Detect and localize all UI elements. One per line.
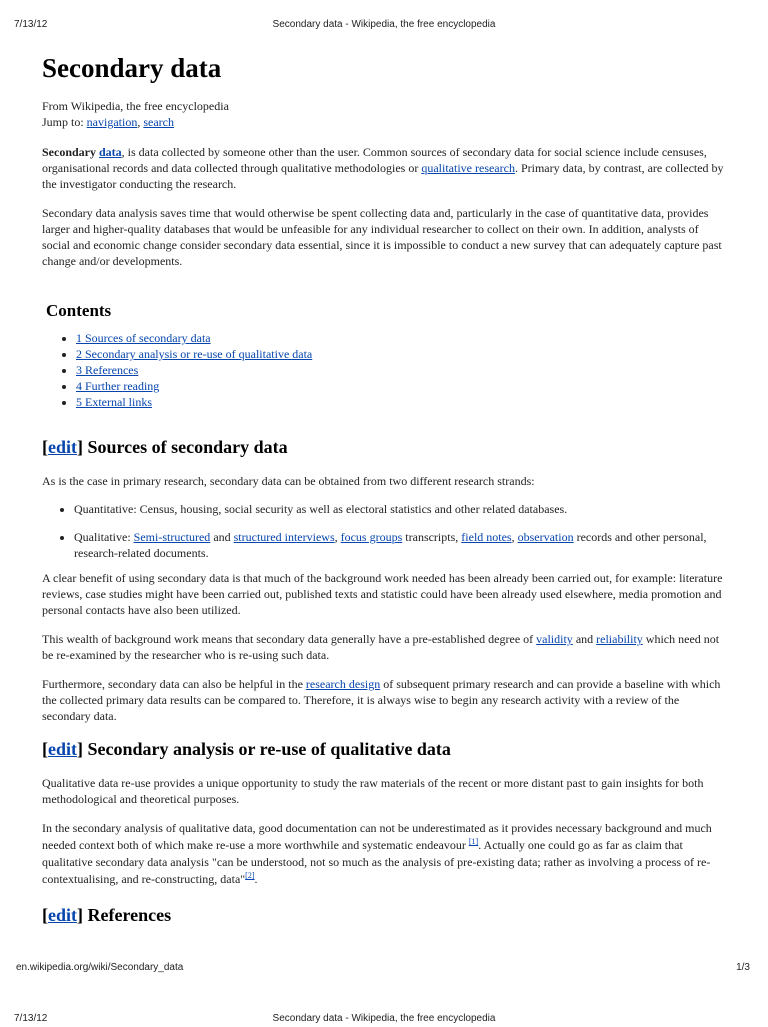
page-title: Secondary data	[42, 53, 222, 83]
toc-item	[76, 378, 727, 394]
toc-link-references[interactable]: 3 References	[76, 363, 139, 377]
intro-text-2: . Primary data, by contrast, are collected by the investigator conducting the research.	[42, 161, 724, 191]
structured-interviews-link[interactable]: structured interviews	[233, 530, 335, 544]
validity-link[interactable]: validity	[536, 632, 573, 646]
edit-link-secondary-analysis[interactable]: edit	[48, 739, 77, 759]
reliability-link[interactable]: reliability	[596, 632, 643, 646]
section-heading-secondary-analysis: [edit] Secondary analysis or re-use of qualitative data	[42, 739, 451, 759]
qualitative-reuse-paragraph: Qualitative data re-use provides a unique opportunity to study the raw materials of the recent or more distant past to gain insights for both methodological and theoretical purposes.	[42, 776, 704, 806]
toc-item	[76, 346, 727, 362]
toc-link-external-links[interactable]: 5 External links	[76, 395, 152, 409]
edit-link-references[interactable]: edit	[48, 905, 77, 925]
print-date-next: 7/13/12	[14, 1013, 48, 1024]
data-link[interactable]: data	[99, 145, 122, 159]
section-heading-references: [edit] References	[42, 905, 172, 925]
qualitative-suffix: records and other personal, research-related documents.	[74, 530, 707, 560]
intro-bold: Secondary	[42, 145, 96, 159]
print-header	[0, 19, 768, 33]
print-title: Secondary data - Wikipedia, the free encyclopedia	[272, 19, 496, 30]
toc-item	[76, 362, 727, 378]
print-title-next: Secondary data - Wikipedia, the free encyclopedia	[272, 1013, 496, 1024]
toc-list	[46, 330, 727, 410]
ref-2-link[interactable]: [2]	[245, 871, 255, 880]
documentation-paragraph	[42, 820, 727, 888]
print-footer	[0, 962, 768, 976]
doc-text-3: .	[254, 872, 258, 886]
list-item-quantitative: • Quantitative: Census, housing, social security as well as electoral statistics and other related databases.	[74, 501, 727, 517]
focus-groups-link[interactable]: focus groups	[340, 530, 403, 544]
section-title-secondary-analysis: Secondary analysis or re-use of qualitative data	[87, 739, 451, 759]
doc-text-2: . Actually one could go as far as claim that qualitative secondary data analysis "can be understood, not so much as the analysis of pre-existing data; rather as involving a process of re-contextualising, and re-constructing, data"	[42, 838, 711, 886]
sources-intro: As is the case in primary research, secondary data can be obtained from two different research strands:	[42, 474, 535, 488]
jump-to-line	[42, 114, 727, 130]
and-text: and	[213, 530, 231, 544]
validity-text-1: This wealth of background work means that secondary data generally have a pre-established degree of	[42, 632, 534, 646]
toc-title: Contents	[46, 301, 112, 320]
print-page-number: 1/3	[736, 962, 750, 973]
paragraph-2: Secondary data analysis saves time that would otherwise be spent collecting data and, particularly in the case of quantitative data, provides larger and higher-quality databases that would be unfeasible for any individual researcher to collect on their own. In addition, analysts of social and economic change consider secondary data essential, since it is impossible to conduct a new survey that can adequately capture past change and/or developments.	[42, 206, 722, 268]
section-title-references: References	[87, 905, 172, 925]
section-title-sources: Sources of secondary data	[87, 437, 288, 457]
intro-text-1: , is data collected by someone other than the user. Common sources of secondary data for social science include censuses, organisational records and data collected through qualitative methodologies or	[42, 145, 707, 175]
transcripts-text: transcripts,	[405, 530, 459, 544]
toc-link-sources[interactable]: 1 Sources of secondary data	[76, 331, 211, 345]
table-of-contents	[46, 301, 727, 410]
toc-link-further-reading[interactable]: 4 Further reading	[76, 379, 160, 393]
jump-to-label: Jump to:	[42, 115, 84, 129]
list-item-qualitative: • Qualitative: Semi-structured and structured interviews, focus groups transcripts, field notes, observation records and other personal, research-related documents.	[74, 529, 727, 561]
toc-item	[76, 394, 727, 410]
jump-search-link[interactable]: search	[143, 115, 174, 129]
qualitative-research-link[interactable]: qualitative research	[421, 161, 515, 175]
section-heading-sources: [edit] Sources of secondary data	[42, 437, 288, 457]
validity-and: and	[575, 632, 594, 646]
toc-item	[76, 330, 727, 346]
article	[42, 52, 727, 927]
doc-text-1: In the secondary analysis of qualitative data, good documentation can not be underestimated as it provides necessary background and much needed context both of which make re-use a more worthwhile and systematic endeavour	[42, 821, 712, 852]
research-design-link[interactable]: research design	[305, 677, 381, 691]
validity-text-2: which need not be re-examined by the researcher who is re-using such data.	[42, 632, 720, 662]
design-text-1: Furthermore, secondary data can also be helpful in the	[42, 677, 303, 691]
sources-list	[42, 501, 727, 561]
design-text-2: of subsequent primary research and can provide a baseline with which the collected primary data results can be compared to. Therefore, it is always wise to begin any research activity with a review of the secondary data.	[42, 677, 721, 723]
qualitative-prefix: Qualitative:	[74, 530, 131, 544]
edit-link-sources[interactable]: edit	[48, 437, 77, 457]
print-header-next-page	[0, 1013, 768, 1027]
intro-paragraph	[42, 144, 727, 192]
jump-separator: ,	[137, 115, 141, 129]
field-notes-link[interactable]: field notes	[461, 530, 512, 544]
print-date: 7/13/12	[14, 19, 48, 30]
benefit-paragraph: A clear benefit of using secondary data is that much of the background work needed has been already been carried out, for example: literature reviews, case studies might have been carried out, published texts and statistic could have been already used elsewhere, media promotion and personal contacts have also been utilized.	[42, 571, 723, 617]
from-line: From Wikipedia, the free encyclopedia	[42, 99, 229, 113]
print-url: en.wikipedia.org/wiki/Secondary_data	[16, 962, 184, 973]
jump-navigation-link[interactable]: navigation	[86, 115, 138, 129]
toc-link-secondary-analysis[interactable]: 2 Secondary analysis or re-use of qualitative data	[76, 347, 313, 361]
observation-link[interactable]: observation	[517, 530, 574, 544]
validity-paragraph	[42, 631, 727, 663]
research-design-paragraph	[42, 676, 727, 724]
semi-structured-link[interactable]: Semi-structured	[133, 530, 211, 544]
ref-1-link[interactable]: [1]	[468, 837, 479, 846]
